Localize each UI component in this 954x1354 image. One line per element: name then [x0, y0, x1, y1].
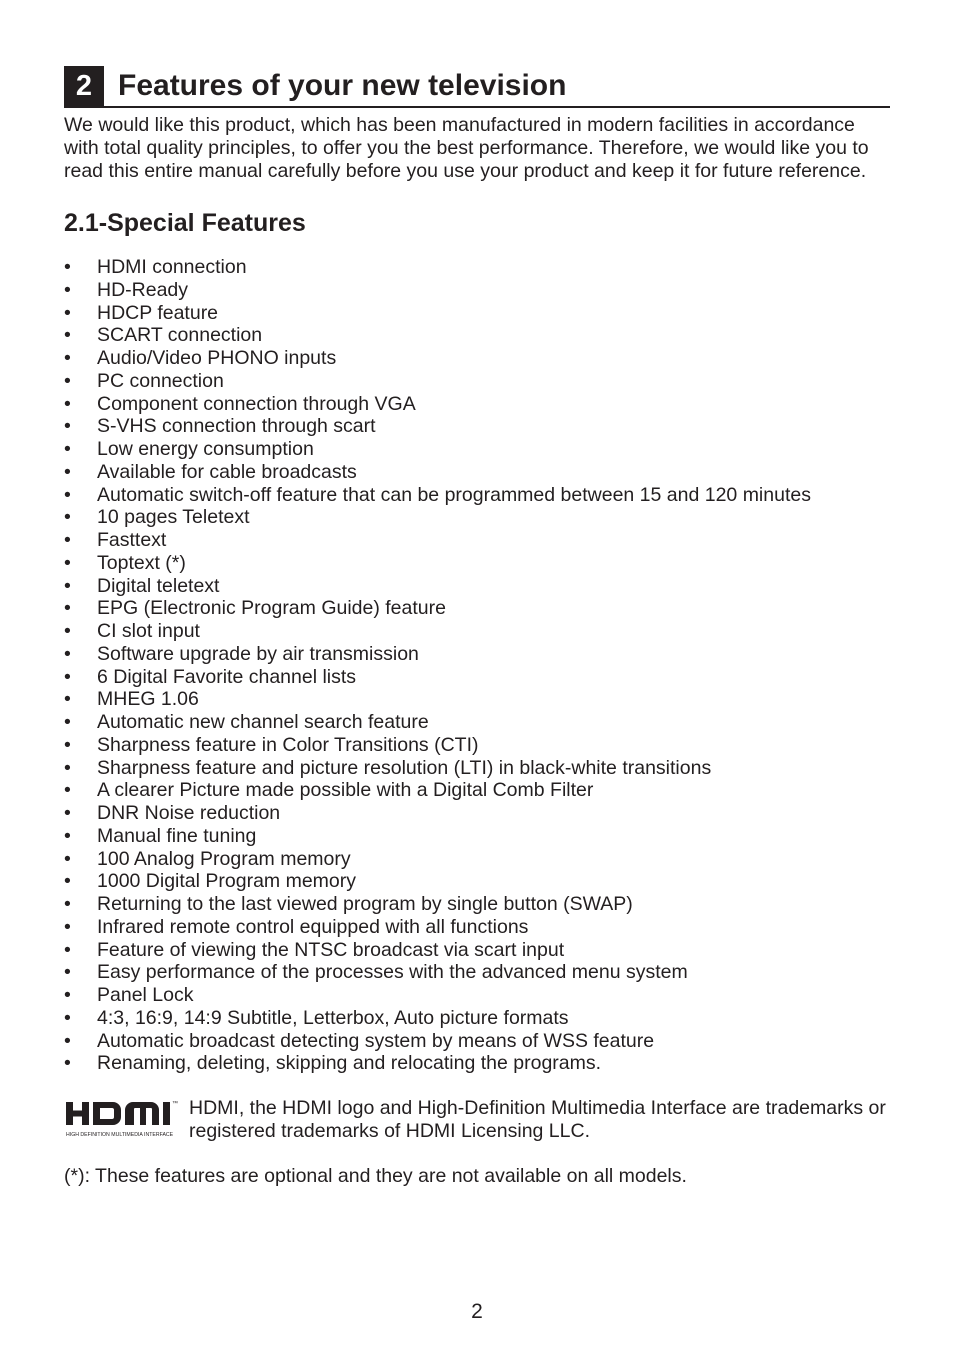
feature-item: • Low energy consumption — [64, 438, 890, 461]
feature-item: • 100 Analog Program memory — [64, 848, 890, 871]
feature-item: • Automatic new channel search feature — [64, 711, 890, 734]
feature-item: • 6 Digital Favorite channel lists — [64, 666, 890, 689]
feature-item: • MHEG 1.06 — [64, 688, 890, 711]
feature-item: • Feature of viewing the NTSC broadcast via scart input — [64, 939, 890, 962]
feature-item: • DNR Noise reduction — [64, 802, 890, 825]
chapter-number: 2 — [64, 66, 104, 106]
feature-item: • Infrared remote control equipped with all functions — [64, 916, 890, 939]
feature-item: • A clearer Picture made possible with a Digital Comb Filter — [64, 779, 890, 802]
feature-item: • Available for cable broadcasts — [64, 461, 890, 484]
section-title: 2.1-Special Features — [64, 209, 306, 237]
feature-item: • Panel Lock — [64, 984, 890, 1007]
feature-item: • Easy performance of the processes with the advanced menu system — [64, 961, 890, 984]
feature-item: • HDMI connection — [64, 256, 890, 279]
feature-item: • PC connection — [64, 370, 890, 393]
page-number: 2 — [471, 1300, 483, 1323]
feature-item: • Sharpness feature and picture resolution (LTI) in black-white transitions — [64, 757, 890, 780]
feature-item: • Manual fine tuning — [64, 825, 890, 848]
intro-paragraph: We would like this product, which has been manufactured in modern facilities in accordance with total quality principles, to offer you the best performance. Therefore, we would like you to read this entire manual carefully before you use your product and keep it for future reference. — [64, 114, 869, 182]
manual-page — [64, 66, 890, 1188]
feature-list — [64, 256, 890, 1075]
chapter-header — [64, 66, 890, 108]
feature-item: • Toptext (*) — [64, 552, 890, 575]
feature-item: • 1000 Digital Program memory — [64, 870, 890, 893]
feature-item: • Software upgrade by air transmission — [64, 643, 890, 666]
feature-item: • Component connection through VGA — [64, 393, 890, 416]
feature-item: • SCART connection — [64, 324, 890, 347]
feature-item: • Fasttext — [64, 529, 890, 552]
svg-text:™: ™ — [172, 1101, 178, 1107]
feature-item: • 10 pages Teletext — [64, 506, 890, 529]
feature-item: • HDCP feature — [64, 302, 890, 325]
feature-item: • 4:3, 16:9, 14:9 Subtitle, Letterbox, Auto picture formats — [64, 1007, 890, 1030]
svg-text:HIGH DEFINITION MULTIMEDIA INT: HIGH DEFINITION MULTIMEDIA INTERFACE — [66, 1132, 174, 1138]
feature-item: • Automatic broadcast detecting system by means of WSS feature — [64, 1030, 890, 1053]
feature-item: • Sharpness feature in Color Transitions (CTI) — [64, 734, 890, 757]
chapter-title: Features of your new television — [118, 69, 567, 102]
feature-item: • Renaming, deleting, skipping and relocating the programs. — [64, 1052, 890, 1075]
feature-item: • Digital teletext — [64, 575, 890, 598]
feature-item: • Audio/Video PHONO inputs — [64, 347, 890, 370]
feature-item: • S-VHS connection through scart — [64, 415, 890, 438]
trademark-notice — [64, 1097, 890, 1143]
trademark-text: HDMI, the HDMI logo and High-Definition Multimedia Interface are trademarks or registered trademarks of HDMI Licensing LLC. — [189, 1097, 886, 1142]
feature-item: • CI slot input — [64, 620, 890, 643]
feature-item: • Automatic switch-off feature that can be programmed between 15 and 120 minutes — [64, 484, 890, 507]
footnote: (*): These features are optional and they are not available on all models. — [64, 1165, 687, 1187]
feature-item: • HD-Ready — [64, 279, 890, 302]
feature-item: • Returning to the last viewed program by single button (SWAP) — [64, 893, 890, 916]
feature-item: • EPG (Electronic Program Guide) feature — [64, 597, 890, 620]
hdmi-logo — [64, 1098, 179, 1138]
